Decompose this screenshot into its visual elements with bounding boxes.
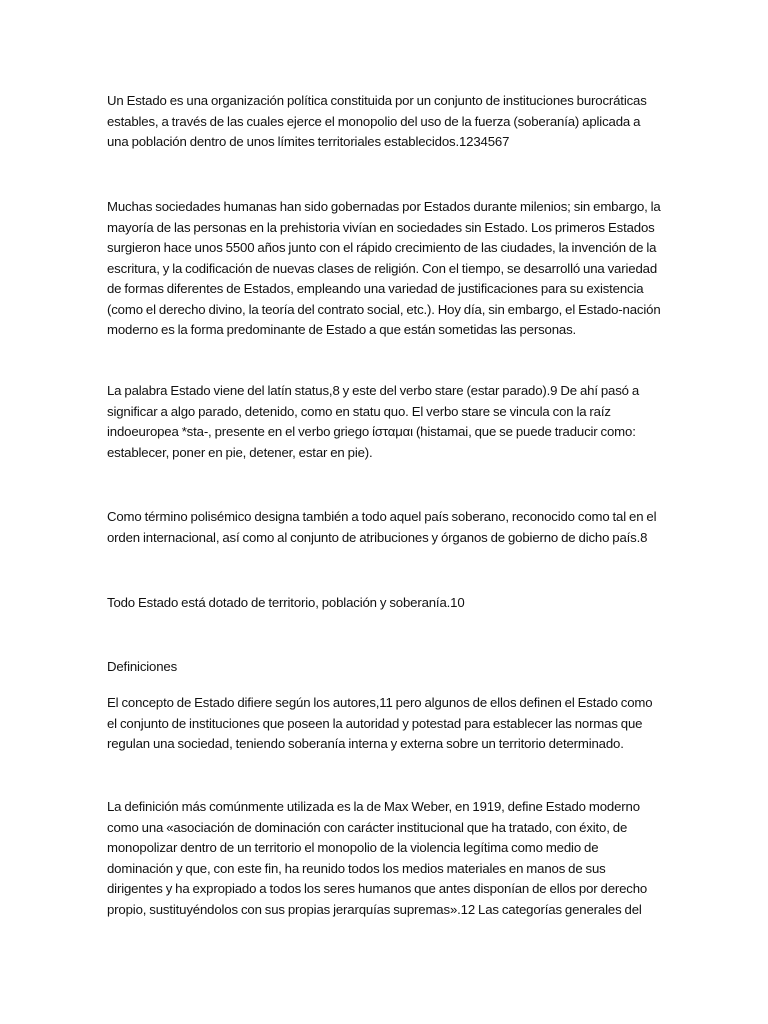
paragraph-etymology: La palabra Estado viene del latín status,8 y este del verbo stare (estar parado).9 De ahí pasó a significar a algo parado, detenido, como en statu quo. El verbo stare se vincula con la raíz indoeuropea *sta-, presente en el verbo griego ίσταμαι (histamai, que se puede traducir como: establecer, poner en pie, detener, estar en pie). xyxy=(107,383,640,460)
section-heading-definiciones: Definiciones xyxy=(107,659,178,674)
paragraph-history: Muchas sociedades humanas han sido gobernadas por Estados durante milenios; sin embargo, la mayoría de las personas en la prehistoria vivían en sociedades sin Estado. Los primeros Estados surgieron hace unos 5500 años junto con el rápido crecimiento de las ciudades, la invención de la escritura, y la codificación de nuevas clases de religión. Con el tiempo, se desarrolló una variedad de formas diferentes de Estados, empleando una variedad de justificaciones para su existencia (como el derecho divino, la teoría del contrato social, etc.). Hoy día, sin embargo, el Estado-nación moderno es la forma predominante de Estado a que están sometidas las personas. xyxy=(107,199,661,337)
paragraph-elements: Todo Estado está dotado de territorio, población y soberanía.10 xyxy=(107,595,465,610)
paragraph-state-definition: Un Estado es una organización política constituida por un conjunto de instituciones burocráticas estables, a través de las cuales ejerce el monopolio del uso de la fuerza (soberanía) aplicada a una población dentro de unos límites territoriales establecidos.1234567 xyxy=(107,93,647,149)
paragraph-concept: El concepto de Estado difiere según los autores,11 pero algunos de ellos definen el Estado como el conjunto de instituciones que poseen la autoridad y potestad para establecer las normas que regulan una sociedad, teniendo soberanía interna y externa sobre un territorio determinado. xyxy=(107,695,653,751)
paragraph-weber-definition: La definición más comúnmente utilizada es la de Max Weber, en 1919, define Estado moderno como una «asociación de dominación con carácter institucional que ha tratado, con éxito, de monopolizar dentro de un territorio el monopolio de la violencia legítima como medio de dominación y que, con este fin, ha reunido todos los medios materiales en manos de sus dirigentes y ha expropiado a todos los seres humanos que antes disponían de ellos por derecho propio, sustituyéndolos con sus propias jerarquías supremas».12 Las categorías generales del xyxy=(107,799,648,917)
paragraph-polysemic-term: Como término polisémico designa también a todo aquel país soberano, reconocido como tal en el orden internacional, así como al conjunto de atribuciones y órganos de gobierno de dicho país.8 xyxy=(107,509,657,545)
